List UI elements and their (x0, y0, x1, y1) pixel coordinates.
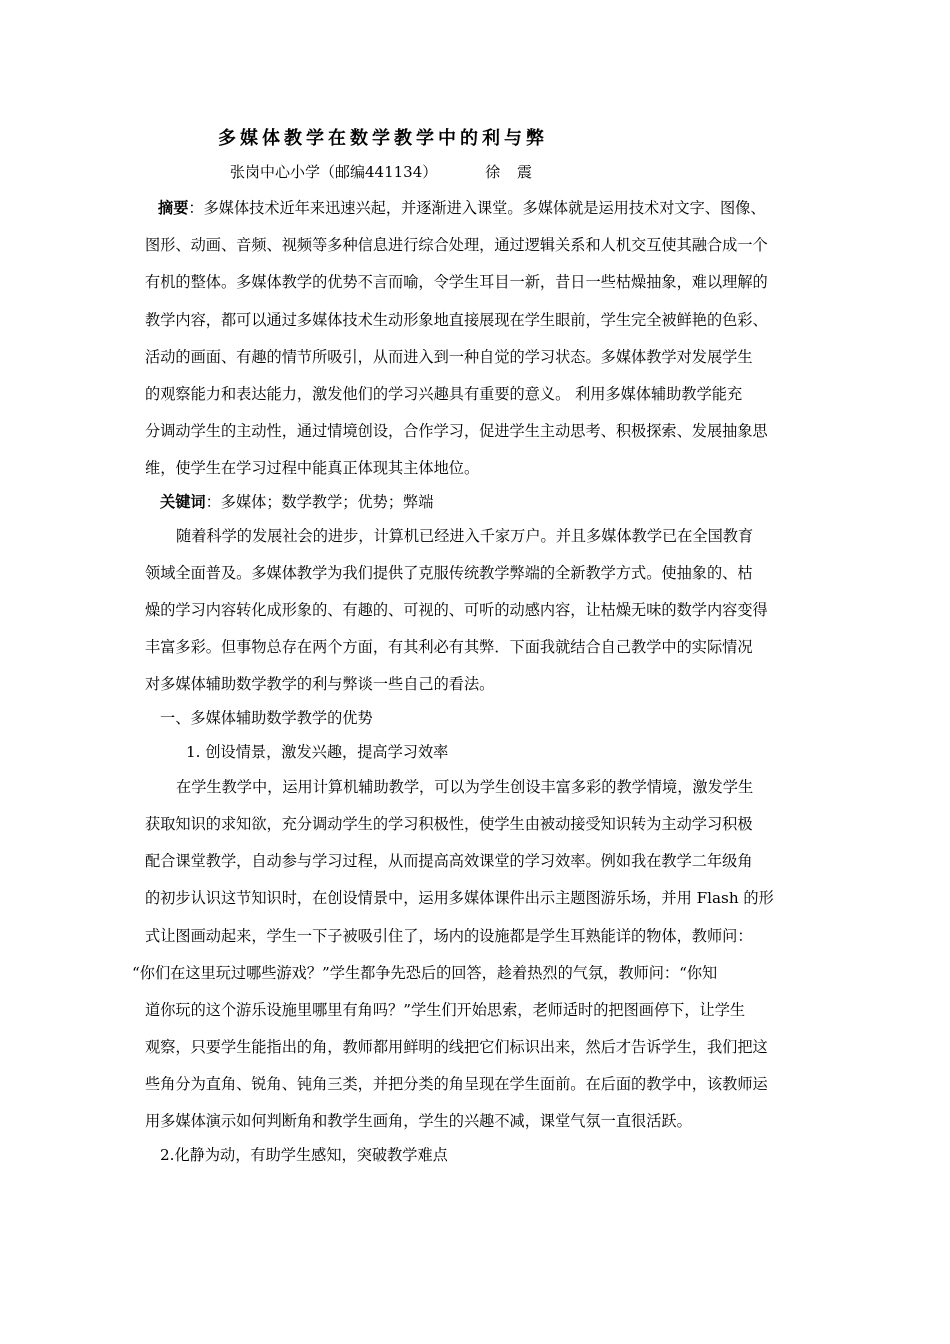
paragraph-line: 获取知识的求知欲，充分调动学生的学习积极性，使学生由被动接受知识转为主动学习积极 (145, 815, 753, 833)
subsection-heading: 1. 创设情景，激发兴趣，提高学习效率 (186, 743, 449, 761)
paragraph-line: 燥的学习内容转化成形象的、有趣的、可视的、可听的动感内容，让枯燥无味的数学内容变得 (145, 601, 768, 619)
paragraph-line: 用多媒体演示如何判断角和教学生画角，学生的兴趣不减，课堂气氛一直很活跃。 (145, 1112, 692, 1130)
document-title: 多媒体教学在数学教学中的利与弊 (218, 128, 548, 149)
section-heading: 一、多媒体辅助数学教学的优势 (160, 709, 373, 727)
paragraph-line: 式让图画动起来，学生一下子被吸引住了，场内的设施都是学生耳熟能详的物体，教师问： (145, 927, 753, 945)
keywords-label: 关键词 (160, 493, 206, 511)
abstract-line: 教学内容，都可以通过多媒体技术生动形象地直接展现在学生眼前，学生完全被鲜艳的色彩、 (145, 311, 768, 329)
abstract-line: 的观察能力和表达能力，激发他们的学习兴趣具有重要的意义。 利用多媒体辅助教学能充 (145, 385, 743, 403)
paragraph-line: 观察，只要学生能指出的角，教师都用鲜明的线把它们标识出来，然后才告诉学生，我们把这 (145, 1038, 768, 1056)
keywords-text: ：多媒体；数学教学；优势；弊端 (205, 493, 434, 511)
paragraph-line: 道你玩的这个游乐设施里哪里有角吗？”学生们开始思索，老师适时的把图画停下，让学生 (145, 1001, 746, 1019)
abstract-line: 摘要：多媒体技术近年来迅速兴起，并逐渐进入课堂。多媒体就是运用技术对文字、图像、 (158, 199, 766, 217)
abstract-label: 摘要 (158, 199, 189, 217)
byline (230, 161, 538, 182)
paragraph-line: 的初步认识这节知识时，在创设情景中，运用多媒体课件出示主题图游乐场，并用 Flash 的形 (145, 889, 774, 907)
paragraph-line: “你们在这里玩过哪些游戏？”学生都争先恐后的回答，趁着热烈的气氛，教师问：“你知 (132, 964, 718, 982)
abstract-line: 图形、动画、音频、视频等多种信息进行综合处理，通过逻辑关系和人机交互使其融合成一个 (145, 236, 768, 254)
paragraph-line: 领域全面普及。多媒体教学为我们提供了克服传统教学弊端的全新教学方式。使抽象的、枯 (145, 564, 753, 582)
school-name: 张岗中心小学（邮编441134） (230, 163, 438, 181)
subsection-heading: 2.化静为动，有助学生感知，突破教学难点 (160, 1146, 448, 1164)
paragraph-line: 丰富多彩。但事物总存在两个方面，有其利必有其弊．下面我就结合自己教学中的实际情况 (145, 638, 753, 656)
abstract-line: 活动的画面、有趣的情节所吸引，从而进入到一种自觉的学习状态。多媒体教学对发展学生 (145, 348, 753, 366)
paragraph-line: 对多媒体辅助数学教学的利与弊谈一些自己的看法。 (145, 675, 495, 693)
paragraph-line: 配合课堂教学，自动参与学习过程，从而提高高效课堂的学习效率。例如我在教学二年级角 (145, 852, 753, 870)
keywords-line (160, 492, 433, 512)
paragraph-line: 在学生教学中，运用计算机辅助教学，可以为学生创设丰富多彩的教学情境，激发学生 (176, 778, 754, 796)
abstract-line: 维，使学生在学习过程中能真正体现其主体地位。 (145, 459, 480, 477)
paragraph-line: 随着科学的发展社会的进步，计算机已经进入千家万户。并且多媒体教学已在全国教育 (176, 527, 754, 545)
abstract-line: 有机的整体。多媒体教学的优势不言而喻，令学生耳目一新，昔日一些枯燥抽象，难以理解的 (145, 273, 768, 291)
author-name: 徐 震 (485, 163, 539, 181)
abstract-line: 分调动学生的主动性，通过情境创设，合作学习，促进学生主动思考、积极探索、发展抽象思 (145, 422, 768, 440)
paragraph-line: 些角分为直角、锐角、钝角三类，并把分类的角呈现在学生面前。在后面的教学中，该教师运 (145, 1075, 768, 1093)
